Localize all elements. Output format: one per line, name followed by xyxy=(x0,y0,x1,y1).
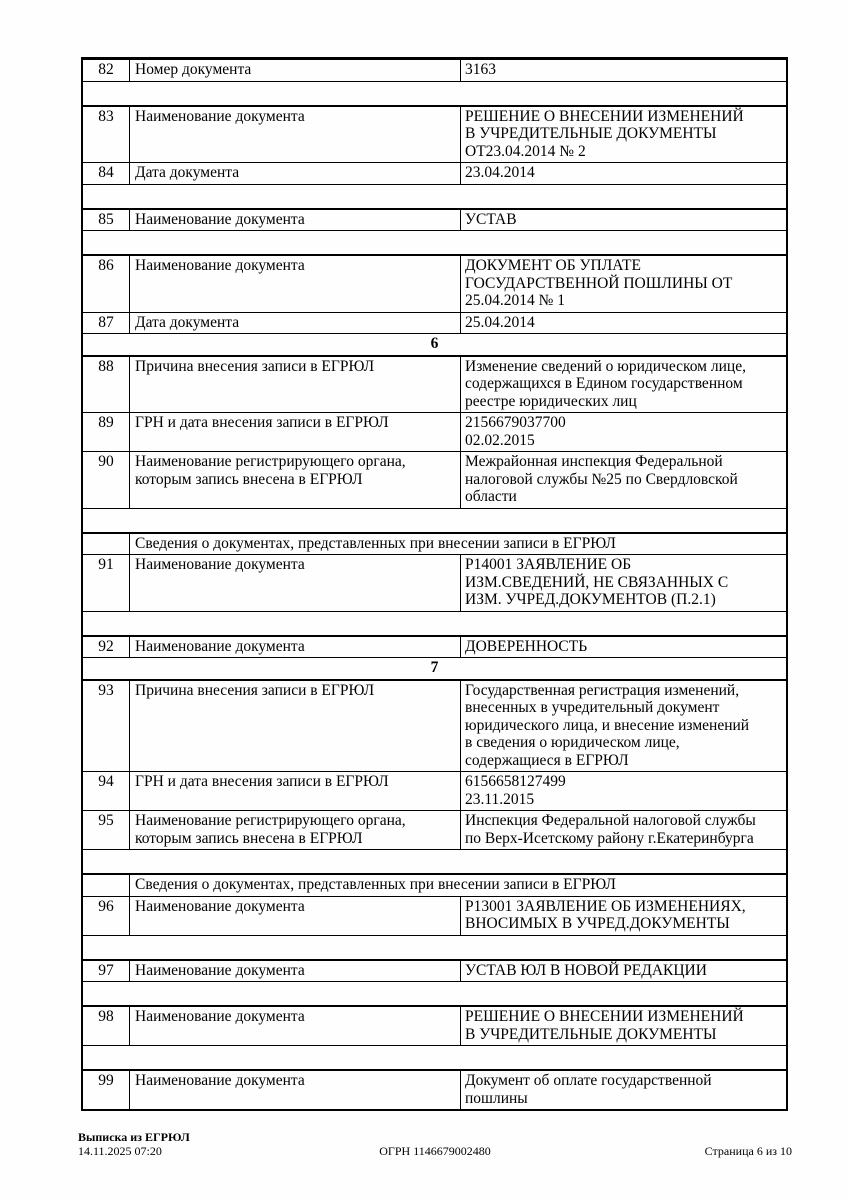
row-value xyxy=(461,60,786,81)
documents-note-row xyxy=(83,873,786,896)
row-label-line: Наименование документа xyxy=(135,1008,305,1025)
row-label-line: Наименование документа xyxy=(135,1072,305,1089)
row-number: 85 xyxy=(83,210,130,231)
row-value xyxy=(461,961,786,982)
row-label xyxy=(130,452,461,508)
row-value-line: ДОВЕРЕННОСТЬ xyxy=(465,637,588,655)
row-value-line: Инспекция Федеральной налоговой службы xyxy=(465,812,756,829)
row-number: 97 xyxy=(83,961,130,982)
row-label-line: Наименование документа xyxy=(135,107,305,125)
section-number-row: 6 xyxy=(83,333,786,355)
table-row xyxy=(83,1069,786,1109)
footer-ogrn: ОГРН 1146679002480 xyxy=(379,1144,491,1158)
row-value-line: ВНОСИМЫХ В УЧРЕД.ДОКУМЕНТЫ xyxy=(465,915,730,932)
footer-doc-type: Выписка из ЕГРЮЛ xyxy=(78,1130,190,1144)
row-value xyxy=(461,1007,786,1045)
row-label xyxy=(130,107,461,163)
row-value-line: реестре юридических лиц xyxy=(465,392,637,410)
row-label-line: которым запись внесена в ЕГРЮЛ xyxy=(135,829,363,847)
page-footer xyxy=(78,1130,792,1158)
table-row xyxy=(83,254,786,312)
row-value xyxy=(461,452,786,508)
row-value-line: В УЧРЕДИТЕЛЬНЫЕ ДОКУМЕНТЫ xyxy=(465,1025,717,1043)
row-value xyxy=(461,357,786,413)
row-value xyxy=(461,637,786,658)
row-value-line: ГОСУДАРСТВЕННОЙ ПОШЛИНЫ ОТ xyxy=(465,274,733,292)
row-value-line: УСТАВ xyxy=(465,210,517,228)
row-value-line: УСТАВ ЮЛ В НОВОЙ РЕДАКЦИИ xyxy=(465,961,707,979)
table-row xyxy=(83,679,786,772)
row-value-line: 3163 xyxy=(465,61,496,78)
row-value-line: пошлины xyxy=(465,1089,528,1107)
row-label-line: которым запись внесена в ЕГРЮЛ xyxy=(135,470,363,488)
row-value-line: содержащихся в Едином государственном xyxy=(465,375,743,392)
row-value xyxy=(461,811,786,849)
separator-row xyxy=(83,1045,786,1069)
row-value-line: 02.02.2015 xyxy=(465,431,535,449)
row-label xyxy=(130,961,461,982)
row-value-line: Документ об оплате государственной xyxy=(465,1072,712,1089)
row-label-line: Наименование документа xyxy=(135,556,305,573)
table-row xyxy=(83,771,786,810)
table-row xyxy=(83,355,786,413)
section-number-row: 7 xyxy=(83,657,786,679)
row-value-line: ДОКУМЕНТ ОБ УПЛАТЕ xyxy=(465,257,641,274)
row-number: 99 xyxy=(83,1071,130,1109)
documents-note-text: Сведения о документах, представленных при внесении записи в ЕГРЮЛ xyxy=(135,534,616,552)
row-label xyxy=(130,1071,461,1109)
row-value-line: по Верх-Исетскому району г.Екатеринбурга xyxy=(465,829,754,847)
row-value-line: 23.11.2015 xyxy=(465,790,535,808)
row-value xyxy=(461,772,786,810)
row-number: 91 xyxy=(83,555,130,611)
row-label xyxy=(130,772,461,810)
row-label xyxy=(130,555,461,611)
row-value-line: Р13001 ЗАЯВЛЕНИЕ ОБ ИЗМЕНЕНИЯХ, xyxy=(465,897,746,915)
table-row xyxy=(83,959,786,982)
row-number: 83 xyxy=(83,107,130,163)
table-row xyxy=(83,105,786,163)
row-value-line: юридического лица, и внесение изменений xyxy=(465,716,750,734)
row-label-line: Причина внесения записи в ЕГРЮЛ xyxy=(135,357,375,375)
row-number: 88 xyxy=(83,357,130,413)
row-number: 89 xyxy=(83,413,130,451)
row-label-line: Дата документа xyxy=(135,313,240,331)
row-value-line: 23.04.2014 xyxy=(465,164,535,181)
row-label xyxy=(130,60,461,81)
row-value-line: Межрайонная инспекция Федеральной xyxy=(465,453,723,470)
separator-row xyxy=(83,184,786,208)
row-value xyxy=(461,1071,786,1109)
row-number: 87 xyxy=(83,313,130,334)
row-value-line: ИЗМ. УЧРЕД.ДОКУМЕНТОВ (П.2.1) xyxy=(465,591,716,608)
row-label-line: Наименование документа xyxy=(135,257,305,274)
separator-row xyxy=(83,230,786,254)
row-value xyxy=(461,210,786,231)
row-value xyxy=(461,413,786,451)
table-row xyxy=(83,1005,786,1045)
row-number: 96 xyxy=(83,897,130,935)
separator-row xyxy=(83,935,786,959)
table-row xyxy=(83,162,786,184)
footer-page-number: Страница 6 из 10 xyxy=(704,1144,792,1158)
row-value xyxy=(461,313,786,334)
row-value-line: Государственная регистрация изменений, xyxy=(465,681,740,699)
row-label xyxy=(130,413,461,451)
row-number: 93 xyxy=(83,681,130,772)
separator-row xyxy=(83,81,786,105)
row-label xyxy=(130,256,461,312)
row-label-line: ГРН и дата внесения записи в ЕГРЮЛ xyxy=(135,773,389,790)
row-value-line: 25.04.2014 xyxy=(465,313,535,331)
row-label-line: Наименование документа xyxy=(135,961,305,979)
table-row xyxy=(83,635,786,658)
footer-datetime: 14.11.2025 07:20 xyxy=(78,1144,162,1158)
row-value-line: В УЧРЕДИТЕЛЬНЫЕ ДОКУМЕНТЫ xyxy=(465,125,717,142)
table-row xyxy=(83,451,786,508)
table-row xyxy=(83,208,786,231)
row-number-cell-empty xyxy=(83,875,130,896)
row-label xyxy=(130,163,461,184)
row-value-line: содержащиеся в ЕГРЮЛ xyxy=(465,751,629,769)
row-value-line: в сведения о юридическом лице, xyxy=(465,734,680,751)
row-value-line: ОТ23.04.2014 № 2 xyxy=(465,142,586,160)
row-label-line: Номер документа xyxy=(135,61,252,78)
row-value xyxy=(461,256,786,312)
table-row xyxy=(83,60,786,81)
row-value xyxy=(461,681,786,772)
row-number-cell-empty xyxy=(83,534,130,555)
separator-row xyxy=(83,611,786,635)
row-label-line: Причина внесения записи в ЕГРЮЛ xyxy=(135,681,375,699)
row-number: 86 xyxy=(83,256,130,312)
row-label xyxy=(130,681,461,772)
row-value-line: РЕШЕНИЕ О ВНЕСЕНИИ ИЗМЕНЕНИЙ xyxy=(465,1008,744,1025)
documents-note-text: Сведения о документах, представленных при внесении записи в ЕГРЮЛ xyxy=(135,876,616,893)
row-value-line: 25.04.2014 № 1 xyxy=(465,292,566,309)
row-label-line: ГРН и дата внесения записи в ЕГРЮЛ xyxy=(135,414,389,431)
row-number: 94 xyxy=(83,772,130,810)
row-value-line: Р14001 ЗАЯВЛЕНИЕ ОБ xyxy=(465,556,632,573)
row-value-line: налоговой службы №25 по Свердловской xyxy=(465,470,738,488)
row-label-line: Наименование документа xyxy=(135,897,305,915)
separator-row xyxy=(83,981,786,1005)
row-value-line: внесенных в учредительный документ xyxy=(465,699,720,716)
table-row xyxy=(83,554,786,611)
row-label xyxy=(130,1007,461,1045)
row-value-line: области xyxy=(465,488,517,505)
separator-row xyxy=(83,849,786,873)
row-label xyxy=(130,897,461,935)
table-row xyxy=(83,896,786,935)
row-label xyxy=(130,313,461,334)
row-label xyxy=(130,811,461,849)
row-value-line: Изменение сведений о юридическом лице, xyxy=(465,357,746,375)
row-label-line: Наименование документа xyxy=(135,210,305,228)
table-row xyxy=(83,312,786,334)
row-label xyxy=(130,357,461,413)
row-label-line: Наименование регистрирующего органа, xyxy=(135,453,406,470)
row-number: 84 xyxy=(83,163,130,184)
row-number: 90 xyxy=(83,452,130,508)
row-value-line: 6156658127499 xyxy=(465,773,566,790)
row-value xyxy=(461,555,786,611)
row-value-line: ИЗМ.СВЕДЕНИЙ, НЕ СВЯЗАННЫХ С xyxy=(465,573,729,591)
row-value xyxy=(461,897,786,935)
table-row xyxy=(83,412,786,451)
footer-left xyxy=(78,1130,298,1158)
documents-note-row xyxy=(83,532,786,555)
row-label-line: Наименование документа xyxy=(135,637,305,655)
row-number: 82 xyxy=(83,60,130,81)
row-label-line: Дата документа xyxy=(135,164,240,181)
row-label xyxy=(130,637,461,658)
row-label-line: Наименование регистрирующего органа, xyxy=(135,812,406,829)
row-value xyxy=(461,107,786,163)
separator-row xyxy=(83,508,786,532)
row-value-line: 2156679037700 xyxy=(465,414,566,431)
row-value-line: РЕШЕНИЕ О ВНЕСЕНИИ ИЗМЕНЕНИЙ xyxy=(465,107,744,125)
row-number: 98 xyxy=(83,1007,130,1045)
row-number: 95 xyxy=(83,811,130,849)
egrul-table xyxy=(81,57,788,1111)
row-label xyxy=(130,210,461,231)
row-value xyxy=(461,163,786,184)
row-number: 92 xyxy=(83,637,130,658)
table-row xyxy=(83,810,786,849)
